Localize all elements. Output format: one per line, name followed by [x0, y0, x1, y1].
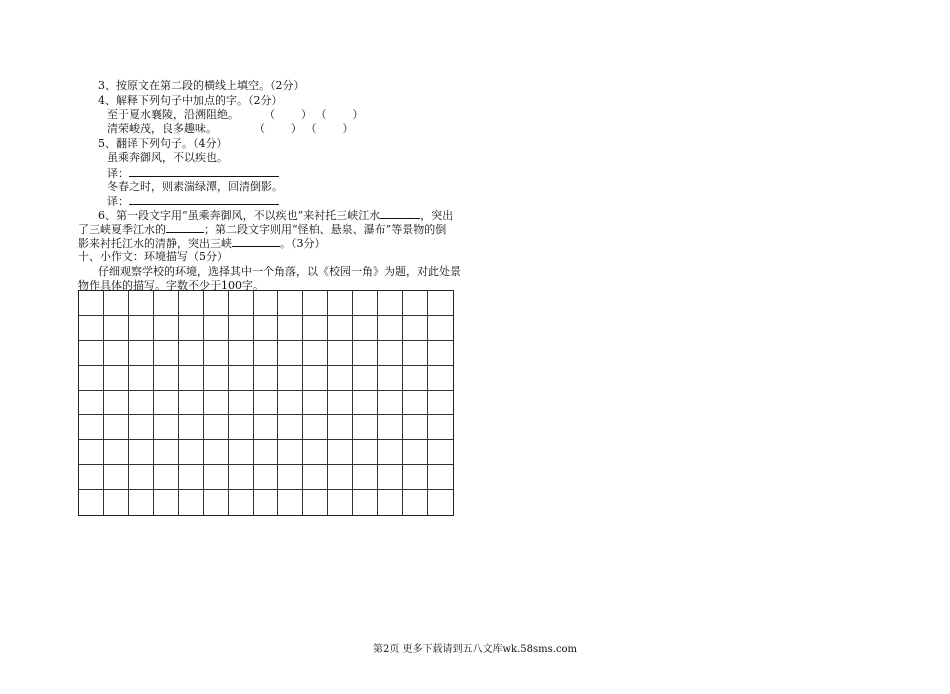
- grid-cell[interactable]: [328, 490, 353, 515]
- grid-cell[interactable]: [129, 490, 154, 515]
- question-5: 5、翻译下列句子。（4分）: [98, 137, 228, 150]
- q4-sentence-2-text: 清荣峻茂，良多趣味。: [107, 122, 217, 135]
- grid-cell[interactable]: [79, 415, 104, 440]
- q5-sentence-1: 虽乘奔御风，不以疾也。: [107, 151, 228, 164]
- grid-cell[interactable]: [403, 291, 428, 316]
- grid-cell[interactable]: [278, 465, 303, 490]
- grid-cell[interactable]: [353, 415, 378, 440]
- grid-cell[interactable]: [278, 341, 303, 366]
- grid-cell[interactable]: [278, 440, 303, 465]
- grid-cell[interactable]: [378, 316, 403, 341]
- question-6-line-2: [78, 222, 446, 237]
- grid-cell[interactable]: [303, 490, 328, 515]
- grid-cell[interactable]: [129, 440, 154, 465]
- grid-cell[interactable]: [229, 490, 254, 515]
- grid-cell[interactable]: [104, 465, 129, 490]
- grid-cell[interactable]: [179, 366, 204, 391]
- section-10-prompt-line-1: 仔细观察学校的环境，选择其中一个角落，以《校园一角》为题，对此处景: [98, 265, 461, 278]
- grid-cell[interactable]: [353, 291, 378, 316]
- grid-cell[interactable]: [79, 366, 104, 391]
- grid-cell[interactable]: [204, 415, 229, 440]
- grid-cell[interactable]: [403, 316, 428, 341]
- grid-cell[interactable]: [104, 316, 129, 341]
- grid-cell[interactable]: [278, 291, 303, 316]
- page-footer: 第2页 更多下载请到五八文库wk.58sms.com: [372, 644, 578, 655]
- translation-line[interactable]: [129, 194, 279, 205]
- grid-cell[interactable]: [129, 391, 154, 416]
- grid-cell[interactable]: [254, 415, 279, 440]
- grid-cell[interactable]: [104, 415, 129, 440]
- grid-cell[interactable]: [79, 490, 104, 515]
- grid-cell[interactable]: [403, 341, 428, 366]
- grid-cell[interactable]: [179, 391, 204, 416]
- translation-label: 译：: [107, 195, 129, 208]
- grid-cell[interactable]: [204, 316, 229, 341]
- grid-cell[interactable]: [403, 391, 428, 416]
- grid-cell[interactable]: [378, 291, 403, 316]
- grid-cell[interactable]: [428, 415, 453, 440]
- grid-cell[interactable]: [328, 366, 353, 391]
- answer-blank[interactable]: [166, 222, 204, 233]
- grid-cell[interactable]: [428, 465, 453, 490]
- grid-cell[interactable]: [129, 465, 154, 490]
- grid-cell[interactable]: [79, 440, 104, 465]
- q6-text: 了三峡夏季江水的: [78, 223, 166, 236]
- writing-grid[interactable]: [78, 290, 454, 516]
- grid-cell[interactable]: [254, 490, 279, 515]
- grid-cell[interactable]: [403, 490, 428, 515]
- grid-cell[interactable]: [79, 291, 104, 316]
- grid-cell[interactable]: [154, 366, 179, 391]
- grid-cell[interactable]: [179, 440, 204, 465]
- grid-cell[interactable]: [154, 465, 179, 490]
- grid-cell[interactable]: [154, 291, 179, 316]
- grid-cell[interactable]: [129, 415, 154, 440]
- grid-cell[interactable]: [378, 440, 403, 465]
- grid-cell[interactable]: [179, 415, 204, 440]
- grid-cell[interactable]: [179, 465, 204, 490]
- grid-cell[interactable]: [229, 391, 254, 416]
- grid-cell[interactable]: [254, 465, 279, 490]
- grid-cell[interactable]: [378, 391, 403, 416]
- grid-cell[interactable]: [303, 291, 328, 316]
- grid-cell[interactable]: [179, 291, 204, 316]
- grid-cell[interactable]: [204, 291, 229, 316]
- grid-cell[interactable]: [204, 440, 229, 465]
- grid-cell[interactable]: [254, 341, 279, 366]
- grid-cell[interactable]: [353, 316, 378, 341]
- grid-cell[interactable]: [328, 291, 353, 316]
- grid-cell[interactable]: [204, 391, 229, 416]
- grid-cell[interactable]: [353, 465, 378, 490]
- grid-cell[interactable]: [328, 341, 353, 366]
- grid-cell[interactable]: [278, 415, 303, 440]
- grid-cell[interactable]: [328, 316, 353, 341]
- grid-cell[interactable]: [428, 490, 453, 515]
- grid-cell[interactable]: [229, 341, 254, 366]
- grid-cell[interactable]: [229, 366, 254, 391]
- section-10-prompt-line-2: 物作具体的描写。字数不少于100字。: [78, 279, 264, 292]
- grid-cell[interactable]: [303, 415, 328, 440]
- q5-sentence-2: 冬春之时，则素湍绿潭，回清倒影。: [107, 180, 283, 193]
- grid-cell[interactable]: [328, 440, 353, 465]
- q4-sentence-2: [107, 122, 354, 136]
- grid-cell[interactable]: [328, 465, 353, 490]
- grid-cell[interactable]: [428, 391, 453, 416]
- grid-cell[interactable]: [179, 316, 204, 341]
- answer-blank[interactable]: [380, 208, 420, 219]
- grid-cell[interactable]: [428, 316, 453, 341]
- grid-cell[interactable]: [353, 440, 378, 465]
- grid-cell[interactable]: [229, 316, 254, 341]
- grid-cell[interactable]: [353, 391, 378, 416]
- grid-cell[interactable]: [403, 440, 428, 465]
- grid-cell[interactable]: [353, 366, 378, 391]
- translation-line[interactable]: [129, 166, 279, 177]
- grid-cell[interactable]: [79, 465, 104, 490]
- answer-blank[interactable]: （ ）: [305, 122, 354, 135]
- question-4: 4、解释下列句子中加点的字。（2分）: [98, 94, 283, 107]
- grid-cell[interactable]: [278, 316, 303, 341]
- q4-sentence-1: [107, 108, 364, 122]
- grid-cell[interactable]: [303, 465, 328, 490]
- q5-translation-1: [107, 166, 279, 181]
- grid-cell[interactable]: [254, 316, 279, 341]
- grid-cell[interactable]: [154, 341, 179, 366]
- q6-text: 。（3分）: [280, 237, 326, 250]
- grid-cell[interactable]: [254, 291, 279, 316]
- grid-cell[interactable]: [278, 366, 303, 391]
- answer-blank[interactable]: （ ）: [315, 108, 364, 121]
- grid-cell[interactable]: [229, 440, 254, 465]
- q6-text: 6、第一段文字用“虽乘奔御风，不以疾也”来衬托三峡江水: [98, 209, 381, 222]
- grid-cell[interactable]: [179, 341, 204, 366]
- grid-cell[interactable]: [204, 490, 229, 515]
- grid-cell[interactable]: [428, 291, 453, 316]
- grid-cell[interactable]: [403, 465, 428, 490]
- grid-cell[interactable]: [229, 415, 254, 440]
- grid-cell[interactable]: [129, 291, 154, 316]
- translation-label: 译：: [107, 167, 129, 180]
- grid-cell[interactable]: [278, 391, 303, 416]
- grid-cell[interactable]: [254, 366, 279, 391]
- grid-cell[interactable]: [104, 291, 129, 316]
- grid-cell[interactable]: [204, 465, 229, 490]
- grid-cell[interactable]: [378, 415, 403, 440]
- grid-cell[interactable]: [204, 366, 229, 391]
- grid-cell[interactable]: [403, 366, 428, 391]
- grid-cell[interactable]: [378, 490, 403, 515]
- answer-blank[interactable]: [232, 236, 280, 247]
- grid-cell[interactable]: [303, 440, 328, 465]
- grid-cell[interactable]: [154, 415, 179, 440]
- grid-cell[interactable]: [353, 490, 378, 515]
- grid-cell[interactable]: [378, 465, 403, 490]
- grid-cell[interactable]: [353, 341, 378, 366]
- grid-cell[interactable]: [154, 440, 179, 465]
- grid-cell[interactable]: [229, 465, 254, 490]
- question-6-line-3: [78, 236, 326, 251]
- question-6-line-1: [98, 208, 453, 223]
- grid-cell[interactable]: [104, 490, 129, 515]
- grid-cell[interactable]: [254, 391, 279, 416]
- grid-cell[interactable]: [104, 366, 129, 391]
- grid-cell[interactable]: [403, 415, 428, 440]
- q6-text: ，突出: [420, 209, 454, 222]
- grid-cell[interactable]: [428, 440, 453, 465]
- grid-cell[interactable]: [254, 440, 279, 465]
- grid-cell[interactable]: [79, 341, 104, 366]
- q5-translation-2: [107, 194, 279, 209]
- section-10-title: 十、小作文：环境描写（5分）: [78, 250, 228, 263]
- q6-text: 影来衬托江水的清静，突出三峡: [78, 237, 232, 250]
- grid-cell[interactable]: [303, 391, 328, 416]
- grid-cell[interactable]: [428, 366, 453, 391]
- grid-cell[interactable]: [104, 391, 129, 416]
- grid-cell[interactable]: [378, 341, 403, 366]
- question-3: 3、按原文在第二段的横线上填空。（2分）: [98, 79, 305, 92]
- grid-cell[interactable]: [129, 366, 154, 391]
- grid-cell[interactable]: [278, 490, 303, 515]
- grid-cell[interactable]: [129, 316, 154, 341]
- grid-cell[interactable]: [154, 490, 179, 515]
- grid-cell[interactable]: [104, 341, 129, 366]
- q4-sentence-1-text: 至于夏水襄陵，沿溯阻绝。: [107, 108, 239, 121]
- grid-cell[interactable]: [303, 316, 328, 341]
- grid-cell[interactable]: [204, 341, 229, 366]
- grid-cell[interactable]: [104, 440, 129, 465]
- q6-text: ；第二段文字则用“怪柏、悬泉、瀑布”等景物的倒: [204, 223, 447, 236]
- grid-cell[interactable]: [328, 415, 353, 440]
- answer-blank[interactable]: （ ）: [254, 122, 302, 135]
- grid-cell[interactable]: [378, 366, 403, 391]
- grid-cell[interactable]: [303, 366, 328, 391]
- grid-cell[interactable]: [79, 316, 104, 341]
- grid-cell[interactable]: [328, 391, 353, 416]
- grid-cell[interactable]: [428, 341, 453, 366]
- grid-cell[interactable]: [179, 490, 204, 515]
- answer-blank[interactable]: （ ）: [264, 108, 312, 121]
- grid-cell[interactable]: [79, 391, 104, 416]
- grid-cell[interactable]: [303, 341, 328, 366]
- grid-cell[interactable]: [154, 316, 179, 341]
- grid-cell[interactable]: [129, 341, 154, 366]
- grid-cell[interactable]: [154, 391, 179, 416]
- grid-cell[interactable]: [229, 291, 254, 316]
